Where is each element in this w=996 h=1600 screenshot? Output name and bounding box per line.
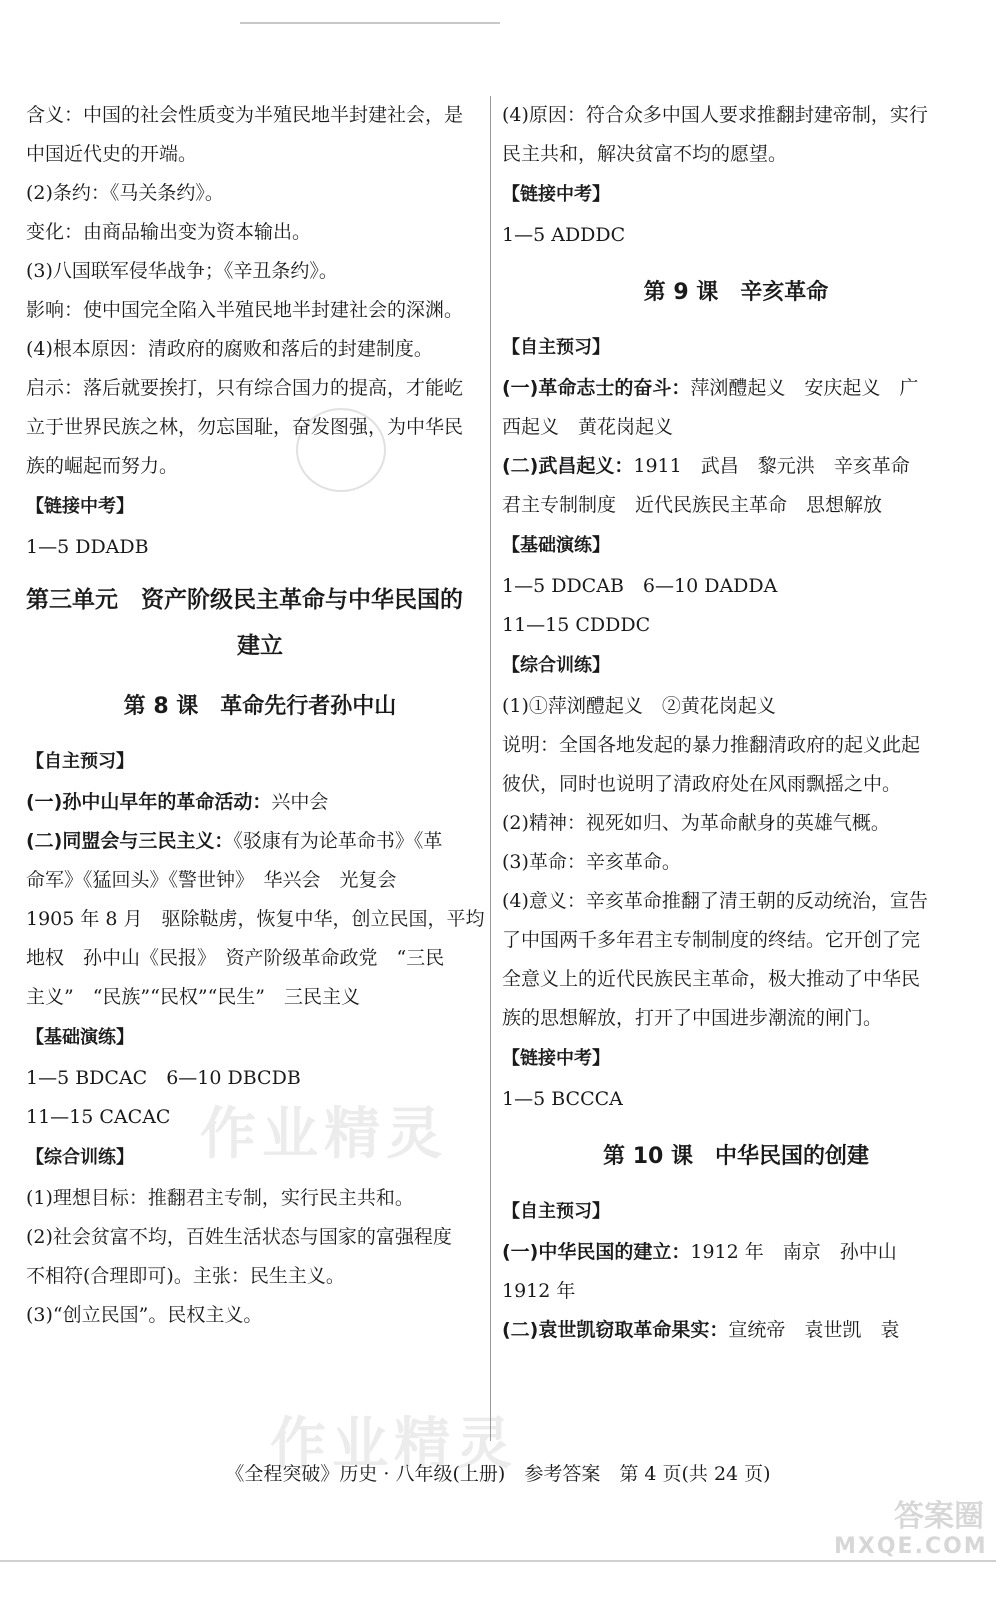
section-tag-link-exam: 【链接中考】 <box>502 184 610 205</box>
answer-line: 11—15 CACAC <box>26 1106 171 1128</box>
top-rule <box>240 22 500 24</box>
text-line: 族的思想解放，打开了中国进步潮流的闸门。 <box>502 1007 883 1029</box>
watermark-middle: 作业精灵 <box>200 1102 448 1167</box>
section-tag-preview: 【自主预习】 <box>502 1201 610 1222</box>
item-heading: (一)中华民国的建立： <box>502 1241 691 1263</box>
text-line <box>502 447 970 486</box>
text-line: (3)“创立民国”。民权主义。 <box>26 1304 263 1326</box>
lesson-title: 第 8 课 革命先行者孙中山 <box>123 694 397 719</box>
text-line: (4)根本原因：清政府的腐败和落后的封建制度。 <box>26 338 433 360</box>
brand-watermark-url: MXQE.COM <box>834 1534 988 1559</box>
answer-line: 1—5 BDCAC 6—10 DBCDB <box>26 1067 301 1089</box>
item-heading: (二)袁世凯窃取革命果实： <box>502 1319 729 1341</box>
text-line: 西起义 黄花岗起义 <box>502 416 674 438</box>
item-body: 萍浏醴起义 安庆起义 广 <box>690 377 919 399</box>
brand-watermark-name: 答案圈 <box>894 1499 984 1534</box>
text-line <box>502 369 970 408</box>
text-line: 主义” “民族”“民权”“民生” 三民主义 <box>26 986 360 1008</box>
text-line: 不相符(合理即可)。主张：民生主义。 <box>26 1265 345 1287</box>
text-line: (2)精神：视死如归、为革命献身的英雄气概。 <box>502 812 890 834</box>
text-line: (3)革命：辛亥革命。 <box>502 851 681 873</box>
text-line: 变化：由商品输出变为资本输出。 <box>26 221 312 243</box>
text-line: 1905 年 8 月 驱除鞑虏，恢复中华，创立民国，平均 <box>26 908 485 930</box>
section-tag-basic: 【基础演练】 <box>26 1027 134 1048</box>
unit-title-line2: 建立 <box>237 633 283 659</box>
text-line: 含义：中国的社会性质变为半殖民地半封建社会，是 <box>26 104 464 126</box>
text-line: 全意义上的近代民族民主革命，极大推动了中华民 <box>502 968 921 990</box>
answer-line: 1—5 DDCAB 6—10 DADDA <box>502 575 778 597</box>
unit-title-line1: 第三单元 资产阶级民主革命与中华民国的 <box>26 587 463 613</box>
text-line <box>502 1311 970 1350</box>
item-heading: (一)革命志士的奋斗： <box>502 377 691 399</box>
section-tag-comprehensive: 【综合训练】 <box>502 655 610 676</box>
answer-line: 11—15 CDDDC <box>502 614 651 636</box>
item-heading: (二)武昌起义： <box>502 455 634 477</box>
text-line: 民主共和，解决贫富不均的愿望。 <box>502 143 788 165</box>
text-line: 命军》《猛回头》《警世钟》 华兴会 光复会 <box>26 869 397 891</box>
text-line: (2)条约：《马关条约》。 <box>26 182 224 204</box>
item-body: 《驳康有为论革命书》《革 <box>233 830 443 852</box>
item-body: 1911 武昌 黎元洪 辛亥革命 <box>633 455 910 477</box>
text-line: 君主专制制度 近代民族民主革命 思想解放 <box>502 494 883 516</box>
answer-line: 1—5 BCCCA <box>502 1088 623 1110</box>
text-line: 1912 年 <box>502 1280 576 1302</box>
left-column <box>26 96 494 1335</box>
brand-watermark <box>834 1499 988 1560</box>
text-line: 地权 孙中山《民报》 资产阶级革命政党 “三民 <box>26 947 445 969</box>
text-line: 立于世界民族之林，勿忘国耻，奋发图强，为中华民 <box>26 416 464 438</box>
section-tag-basic: 【基础演练】 <box>502 535 610 556</box>
text-line: 族的崛起而努力。 <box>26 455 179 477</box>
text-line: (3)八国联军侵华战争；《辛丑条约》。 <box>26 260 338 282</box>
text-line: (1)①萍浏醴起义 ②黄花岗起义 <box>502 695 776 717</box>
page-footer: 《全程突破》历史 · 八年级(上册) 参考答案 第 4 页(共 24 页) <box>225 1463 771 1485</box>
answer-line: 1—5 ADDDC <box>502 224 626 246</box>
unit-title <box>26 577 494 669</box>
answer-line: 1—5 DDADB <box>26 536 149 558</box>
bottom-rule <box>0 1560 996 1562</box>
text-line: 了中国两千多年君主专制制度的终结。它开创了完 <box>502 929 921 951</box>
section-tag-preview: 【自主预习】 <box>26 751 134 772</box>
section-tag-link-exam: 【链接中考】 <box>502 1048 610 1069</box>
section-tag-link-exam: 【链接中考】 <box>26 496 134 517</box>
text-line: 彼伏，同时也说明了清政府处在风雨飘摇之中。 <box>502 773 902 795</box>
text-line: (2)社会贫富不均，百姓生活状态与国家的富强程度 <box>26 1226 452 1248</box>
section-tag-preview: 【自主预习】 <box>502 337 610 358</box>
text-line: 影响：使中国完全陷入半殖民地半封建社会的深渊。 <box>26 299 464 321</box>
text-line <box>26 822 494 861</box>
text-line <box>26 783 494 822</box>
section-tag-comprehensive: 【综合训练】 <box>26 1147 134 1168</box>
text-line <box>502 1233 970 1272</box>
item-body: 宣统帝 袁世凯 袁 <box>728 1319 900 1341</box>
text-line: (1)理想目标：推翻君主专制，实行民主共和。 <box>26 1187 414 1209</box>
item-heading: (二)同盟会与三民主义： <box>26 830 234 852</box>
text-line: 说明：全国各地发起的暴力推翻清政府的起义此起 <box>502 734 921 756</box>
text-line: 中国近代史的开端。 <box>26 143 198 165</box>
text-line: 启示：落后就要挨打，只有综合国力的提高，才能屹 <box>26 377 464 399</box>
item-body: 兴中会 <box>271 791 329 813</box>
right-column <box>502 96 970 1350</box>
lesson-title: 第 9 课 辛亥革命 <box>643 280 829 305</box>
item-body: 1912 年 南京 孙中山 <box>690 1241 897 1263</box>
text-line: (4)意义：辛亥革命推翻了清王朝的反动统治，宣告 <box>502 890 928 912</box>
item-heading: (一)孙中山早年的革命活动： <box>26 791 272 813</box>
lesson-title: 第 10 课 中华民国的创建 <box>603 1144 869 1169</box>
text-line: (4)原因：符合众多中国人要求推翻封建帝制，实行 <box>502 104 928 126</box>
watermark-bottom: 作业精灵 <box>270 1412 518 1477</box>
